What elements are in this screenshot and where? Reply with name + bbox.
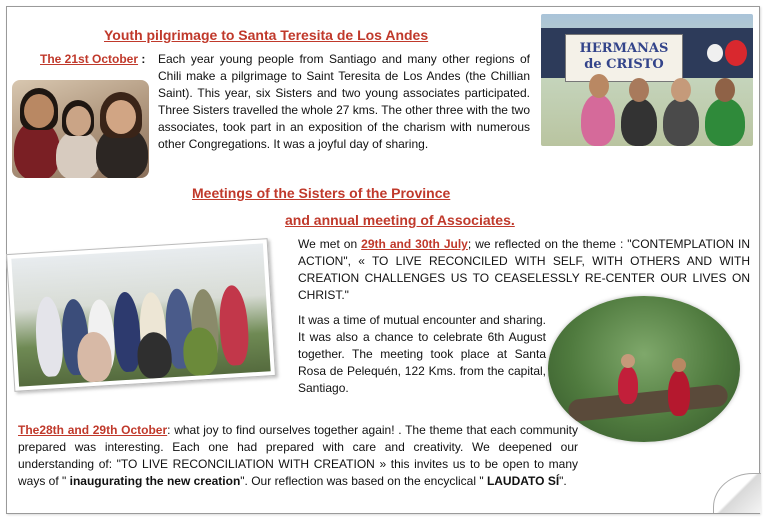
booth-banner-line2: de CRISTO [584, 57, 664, 72]
section2-title-line2: and annual meeting of Associates. [285, 212, 515, 228]
booth-person-3 [663, 98, 699, 146]
group-photo-frame [6, 238, 276, 392]
tree-person-1 [618, 366, 638, 404]
hermanas-booth-photo [541, 14, 753, 146]
section3-bold-phrase: inaugurating the new creation [69, 474, 241, 488]
tree-person-2 [668, 370, 690, 416]
section1-date-label: The 21st October [40, 52, 139, 66]
section3-intro: : what joy to find ourselves together again! . The theme that each community prepared was interesting. Each one had prepared with care and creativity. We deepened our understanding of: "TO LIVE RECONCILIATION WITH CREATION » this invites us to be open to many ways of " [18, 423, 578, 488]
group-person-8 [217, 285, 250, 367]
person-1-face [24, 94, 54, 128]
booth-banner [565, 34, 683, 82]
tree-person-2-face [672, 358, 686, 372]
pilgrimage-selfie-photo [12, 80, 149, 178]
red-balloon [725, 40, 747, 66]
section2-dates: 29th and 30th July [361, 237, 468, 251]
booth-person-2-face [629, 78, 649, 102]
section1-date-line [40, 51, 150, 68]
section1-body: Each year young people from Santiago and many other regions of Chili make a pilgrimage to Saint Teresita de Los Andes (the Chillian Saint). This year, six Sisters and two young associates participated. Three Sisters travelled the whole 27 kms. The other three with the two associates, took part in an exposition of the charism with numerous other Congregations. It was a joyful day of sharing. [158, 52, 530, 151]
person-2 [56, 130, 100, 178]
person-2-face [66, 106, 91, 136]
section3-paragraph [18, 422, 578, 490]
section2-paragraph1 [298, 236, 750, 304]
booth-banner-line1: HERMANAS [579, 41, 669, 56]
booth-person-2 [621, 98, 657, 146]
section2-paragraph2: It was a time of mutual encounter and sharing. It was also a chance to celebrate 6th August together. The meeting took place at Santa Rosa de Pelequén, 122 Kms. from the capital, Santiago. [298, 313, 546, 395]
sisters-group-photo [11, 243, 270, 386]
section3-end: ". [559, 474, 567, 488]
section3-encyclical: LAUDATO SÍ [486, 474, 560, 488]
section3-date-label: The28th and 29th October [18, 423, 168, 437]
tree-branch [567, 384, 728, 423]
section2-theme: ; we reflected on the theme : "CONTEMPLATION IN ACTION", « TO LIVE RECONCILED WITH SELF, WITH OTHERS AND WITH CREATION CHALLENGES US TO CEASELESSLY RE-CENTER OUR LIVES ON CHRIST." [298, 237, 751, 302]
booth-person-4 [705, 98, 745, 146]
booth-person-1-face [589, 74, 609, 98]
section2-title-line1: Meetings of the Sisters of the Province [192, 185, 451, 201]
section1-date-separator: : [138, 52, 146, 66]
group-person-1 [34, 296, 65, 377]
booth-person-4-face [715, 78, 735, 102]
tree-person-1-face [621, 354, 635, 368]
booth-person-3-face [671, 78, 691, 102]
person-3-face [106, 100, 136, 134]
section1-title: Youth pilgrimage to Santa Teresita de Los Andes [104, 27, 429, 43]
section3-mid: ". Our reflection was based on the encyclical " [240, 474, 487, 488]
white-balloon [707, 44, 723, 62]
section2-intro: We met on [298, 237, 362, 251]
tree-photo [548, 296, 740, 442]
booth-person-1 [581, 94, 615, 146]
